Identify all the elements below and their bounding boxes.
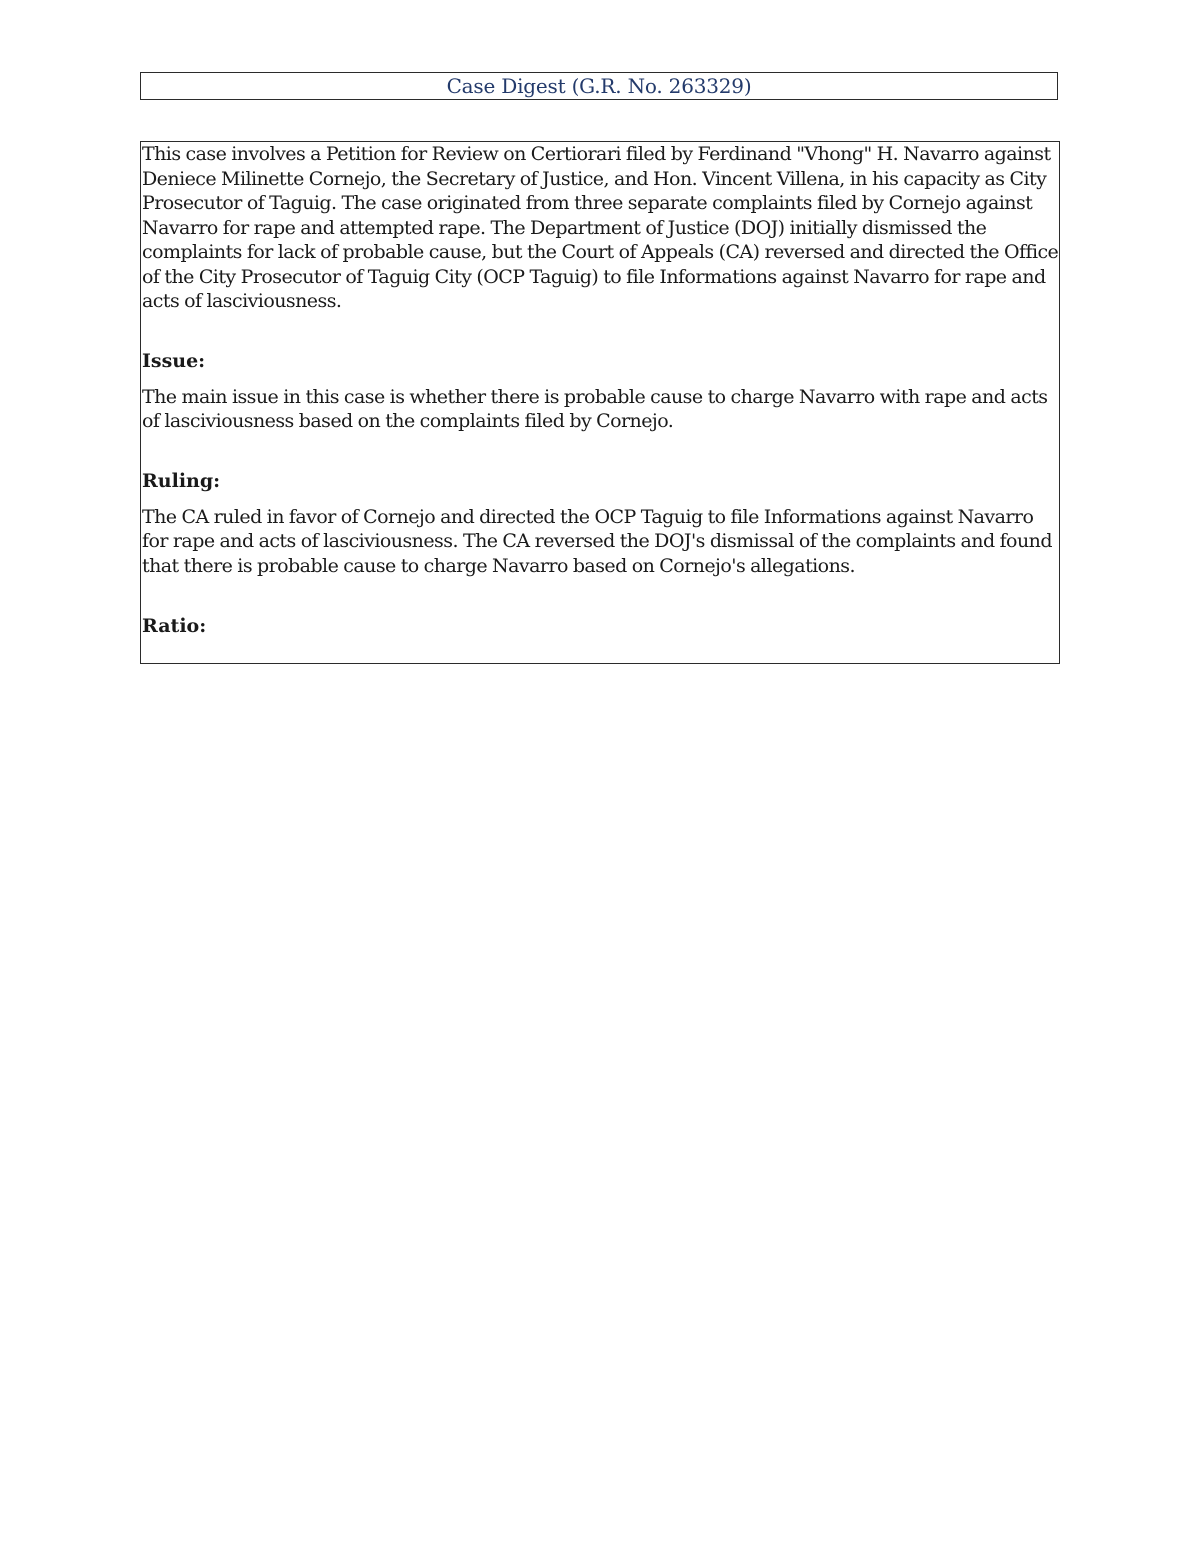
issue-paragraph: The main issue in this case is whether there is probable cause to charge Navarro with rape and acts of lasciviousness based on the complaints filed by Cornejo. <box>142 385 1048 432</box>
ruling-paragraph: The CA ruled in favor of Cornejo and directed the OCP Taguig to file Informations against Navarro for rape and acts of lasciviousness. The CA reversed the DOJ's dismissal of the complaints and found that there is probable cause to charge Navarro based on Cornejo's allegations. <box>142 505 1052 577</box>
ruling-heading: Ruling: <box>142 469 221 492</box>
document-title: Case Digest (G.R. No. 263329) <box>140 72 1058 100</box>
ratio-heading: Ratio: <box>142 615 207 637</box>
case-digest-body <box>140 141 1060 664</box>
intro-paragraph: This case involves a Petition for Review on Certiorari filed by Ferdinand "Vhong" H. Navarro against Deniece Milinette Cornejo, the Secretary of Justice, and Hon. Vincent Villena, in his capacity as City Prosecutor of Taguig. The case originated from three separate complaints filed by Cornejo against Navarro for rape and attempted rape. The Department of Justice (DOJ) initially dismissed the complaints for lack of probable cause, but the Court of Appeals (CA) reversed and directed the Office of the City Prosecutor of Taguig City (OCP Taguig) to file Informations against Navarro for rape and acts of lasciviousness. <box>142 143 1059 312</box>
issue-heading: Issue: <box>142 349 206 372</box>
